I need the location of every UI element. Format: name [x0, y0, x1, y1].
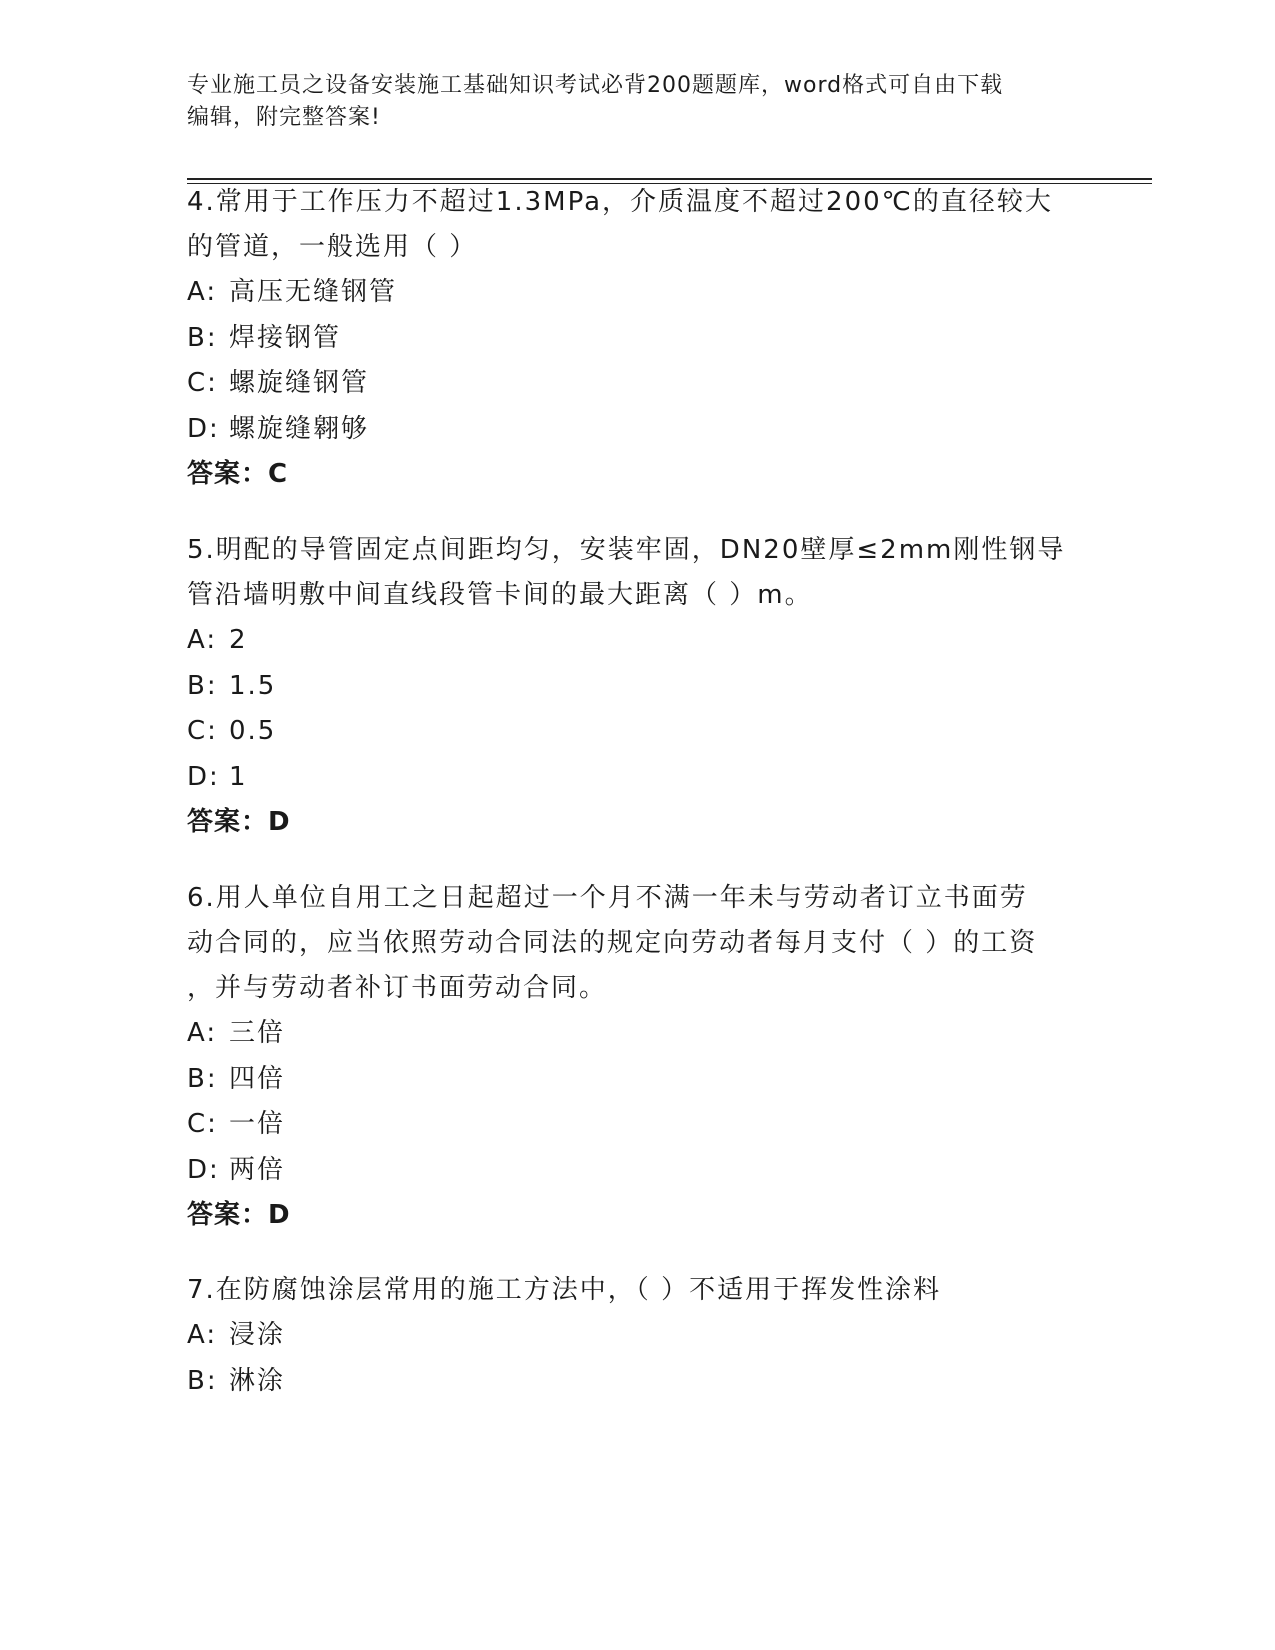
- question-stem-line: 动合同的，应当依照劳动合同法的规定向劳动者每月支付（ ）的工资: [187, 928, 1038, 958]
- option-key: D:: [187, 413, 220, 444]
- option-a: [187, 270, 1087, 316]
- option-text: 螺旋缝钢管: [229, 368, 370, 398]
- option-key: A:: [187, 1018, 218, 1048]
- question-stem-line: 5.明配的导管固定点间距均匀，安装牢固，DN20壁厚≤2mm刚性钢导: [187, 535, 1066, 565]
- option-text: 高压无缝钢管: [229, 277, 398, 307]
- question-stem-line: 6.用人单位自用工之日起超过一个月不满一年未与劳动者订立书面劳: [187, 883, 1028, 913]
- option-d: [187, 1148, 1087, 1194]
- option-b: [187, 1057, 1087, 1103]
- option-c: [187, 361, 1087, 407]
- question-stem-line: 的管道，一般选用（ ）: [187, 232, 478, 262]
- option-d: [187, 407, 1087, 453]
- option-key: B:: [187, 670, 218, 701]
- option-text: 淋涂: [229, 1365, 286, 1396]
- option-text: 0.5: [229, 716, 277, 746]
- question-stem-line: 管沿墙明敷中间直线段管卡间的最大距离（ ）m。: [187, 580, 813, 610]
- option-key: B:: [187, 322, 218, 353]
- option-key: C:: [187, 1109, 218, 1139]
- option-text: 螺旋缝翱够: [229, 413, 370, 444]
- answer-line: 答案：C: [187, 459, 289, 489]
- option-key: A:: [187, 625, 218, 655]
- question-4: [187, 180, 1087, 497]
- option-key: C:: [187, 368, 218, 398]
- option-b: [187, 316, 1087, 362]
- question-stem-line: ，并与劳动者补订书面劳动合同。: [187, 973, 608, 1003]
- option-c: [187, 1102, 1087, 1148]
- option-key: A:: [187, 277, 218, 307]
- option-text: 1.5: [229, 670, 277, 701]
- option-key: D:: [187, 1154, 220, 1185]
- option-b: [187, 1359, 1087, 1405]
- question-stem-line: 7.在防腐蚀涂层常用的施工方法中，（ ）不适用于挥发性涂料: [187, 1275, 942, 1305]
- option-key: D:: [187, 761, 220, 792]
- option-a: [187, 1313, 1087, 1359]
- option-key: B:: [187, 1365, 218, 1396]
- option-c: [187, 709, 1087, 755]
- option-text: 四倍: [229, 1063, 286, 1094]
- question-7: [187, 1268, 1087, 1404]
- option-text: 2: [229, 625, 248, 655]
- option-key: A:: [187, 1320, 218, 1350]
- question-6: [187, 876, 1087, 1238]
- question-stem-line: 4.常用于工作压力不超过1.3MPa，介质温度不超过200℃的直径较大: [187, 187, 1053, 217]
- option-text: 焊接钢管: [229, 322, 342, 353]
- document-header: [187, 70, 1087, 134]
- option-key: B:: [187, 1063, 218, 1094]
- option-a: [187, 1011, 1087, 1057]
- answer-line: 答案：D: [187, 807, 291, 837]
- header-title-line-1: 专业施工员之设备安装施工基础知识考试必背200题题库，word格式可自由下载: [187, 73, 1004, 98]
- option-a: [187, 618, 1087, 664]
- answer-line: 答案：D: [187, 1200, 291, 1230]
- option-text: 三倍: [229, 1018, 286, 1048]
- option-text: 1: [229, 761, 248, 792]
- option-text: 两倍: [229, 1154, 286, 1185]
- option-text: 一倍: [229, 1109, 286, 1139]
- header-title-line-2: 编辑，附完整答案!: [187, 105, 381, 130]
- question-5: [187, 528, 1087, 845]
- option-b: [187, 664, 1087, 710]
- option-key: C:: [187, 716, 218, 746]
- option-d: [187, 755, 1087, 801]
- option-text: 浸涂: [229, 1320, 286, 1350]
